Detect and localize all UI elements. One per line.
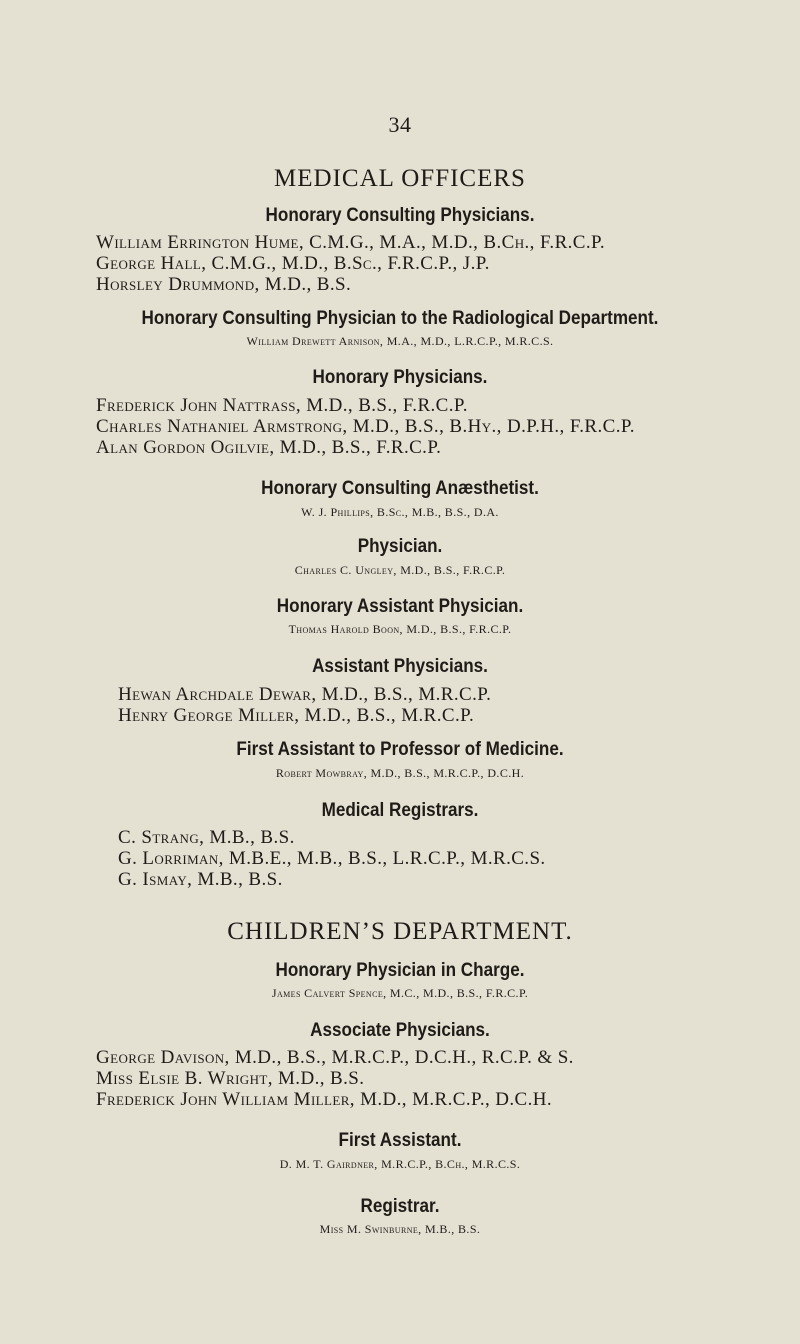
section-heading: Honorary Consulting Anæsthetist. — [261, 478, 539, 499]
entry-line: James Calvert Spence, M.C., M.D., B.S., F.R.C.P. — [271, 986, 529, 1000]
entry-line: Charles C. Ungley, M.D., B.S., F.R.C.P. — [294, 563, 506, 577]
entry-line: William Drewett Arnison, M.A., M.D., L.R.C.P., M.R.C.S. — [246, 334, 554, 348]
entry-line: C. Strang, M.B., B.S. — [118, 827, 295, 848]
section-heading: First Assistant. — [338, 1130, 462, 1151]
entry-line: Hewan Archdale Dewar, M.D., B.S., M.R.C.P. — [118, 684, 492, 705]
entry-line: Thomas Harold Boon, M.D., B.S., F.R.C.P. — [288, 622, 512, 636]
section-title: CHILDREN’S DEPARTMENT. — [227, 918, 573, 945]
section-heading: Honorary Consulting Physicians. — [265, 205, 535, 226]
section-heading: Physician. — [357, 536, 443, 557]
page-title: MEDICAL OFFICERS — [274, 165, 526, 192]
entry-line: W. J. Phillips, B.Sc., M.B., B.S., D.A. — [301, 505, 499, 519]
entry-line: Robert Mowbray, M.D., B.S., M.R.C.P., D.C.H. — [275, 766, 525, 780]
entry-line: G. Ismay, M.B., B.S. — [118, 869, 283, 890]
entry-line: G. Lorriman, M.B.E., M.B., B.S., L.R.C.P., M.R.C.S. — [118, 848, 546, 869]
entry-line: George Hall, C.M.G., M.D., B.Sc., F.R.C.P., J.P. — [96, 253, 490, 274]
entry-line: Frederick John William Miller, M.D., M.R.C.P., D.C.H. — [96, 1089, 553, 1110]
entry-line: Charles Nathaniel Armstrong, M.D., B.S., B.Hy., D.P.H., F.R.C.P. — [96, 416, 635, 437]
section-heading: First Assistant to Professor of Medicine. — [236, 739, 564, 760]
section-heading: Registrar. — [360, 1196, 440, 1217]
entry-line: Alan Gordon Ogilvie, M.D., B.S., F.R.C.P. — [96, 437, 442, 458]
section-heading: Honorary Assistant Physician. — [276, 596, 524, 617]
entry-line: Miss Elsie B. Wright, M.D., B.S. — [96, 1068, 365, 1089]
section-heading: Honorary Physicians. — [312, 367, 488, 388]
section-heading: Honorary Consulting Physician to the Radiological Department. — [141, 308, 659, 329]
section-heading: Medical Registrars. — [321, 800, 479, 821]
entry-line: Frederick John Nattrass, M.D., B.S., F.R.C.P. — [96, 395, 468, 416]
entry-line: William Errington Hume, C.M.G., M.A., M.D., B.Ch., F.R.C.P. — [96, 232, 606, 253]
section-heading: Associate Physicians. — [310, 1020, 490, 1041]
entry-line: Henry George Miller, M.D., B.S., M.R.C.P. — [118, 705, 475, 726]
page-number: 34 — [388, 112, 412, 137]
entry-line: Miss M. Swinburne, M.B., B.S. — [319, 1222, 481, 1236]
entry-line: D. M. T. Gairdner, M.R.C.P., B.Ch., M.R.C.S. — [279, 1157, 521, 1171]
entry-line: George Davison, M.D., B.S., M.R.C.P., D.C.H., R.C.P. & S. — [96, 1047, 574, 1068]
entry-line: Horsley Drummond, M.D., B.S. — [96, 274, 352, 295]
section-heading: Assistant Physicians. — [312, 656, 488, 677]
section-heading: Honorary Physician in Charge. — [275, 960, 525, 981]
